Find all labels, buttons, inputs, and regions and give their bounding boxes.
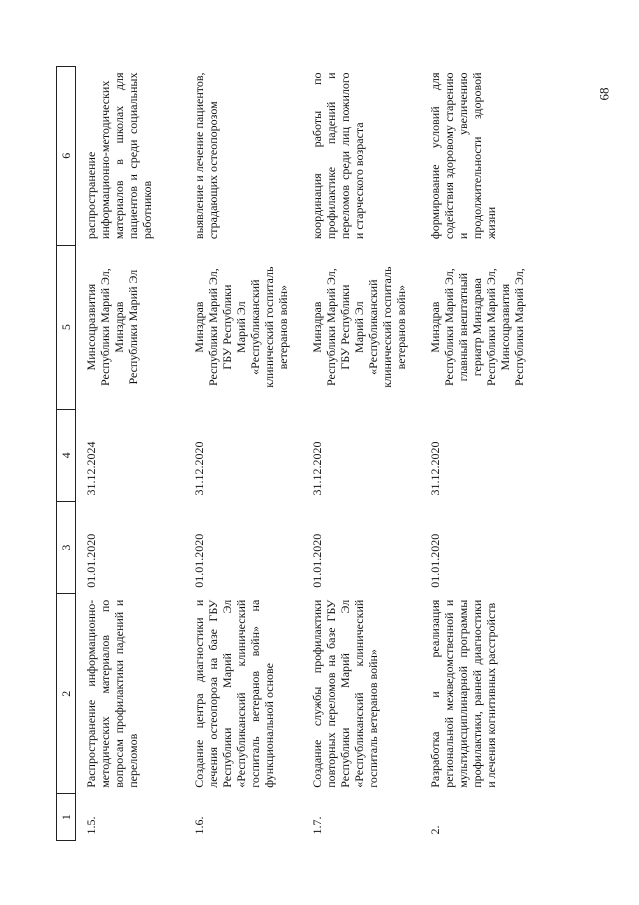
executor-line: Минздрав [191,301,206,353]
measure-name: Разработка и реализация региональной межведомственной и мультидисциплинарной программы профилактики, ранней диагностики и лечения когнитивных расстройств [427,599,498,788]
executor-line: «Республиканский [247,279,262,375]
table-header-row [57,67,76,841]
executor-line: клинический госпиталь [379,266,394,388]
table-row [302,67,420,841]
table-row [76,67,184,841]
executor-line: Минсоцразвития [497,283,512,371]
row-number: 1.7. [309,816,324,835]
executors [420,245,536,409]
executor-line: ветеранов войн» [275,284,290,370]
executor-line: Минздрав [309,301,324,353]
executor-line: Республики Марий Эл, [441,268,456,387]
executor-line: гериатр Минздрава [469,278,484,377]
end-date: 31.12.2020 [309,441,324,496]
header-col-1: 1 [57,794,76,841]
header-col-2: 2 [57,594,76,794]
executor-line: «Республиканский [365,279,380,375]
start-date: 01.01.2020 [191,533,206,588]
header-col-3: 3 [57,501,76,593]
executor-line: Марий Эл [233,301,248,353]
expected-result: распространение информационно-методических материалов в школах для пациентов и среди социальных работников [84,72,154,240]
executor-line: клинический госпиталь [261,266,276,388]
measure-name: Распространение информационно-методических материалов по вопросам профилактики падений и переломов [84,599,140,788]
executor-line: ветеранов войн» [393,284,408,370]
header-col-4: 4 [57,409,76,501]
executor-line: Республики Марий Эл, [98,268,112,387]
header-col-6: 6 [57,67,76,246]
row-number: 1.6. [191,816,206,835]
executor-line: Марий Эл [351,301,366,353]
executor-line: главный внештатный [455,272,470,382]
executor-line: Минсоцразвития [84,283,98,371]
table-row [184,67,302,841]
end-date: 31.12.2020 [191,441,206,496]
executor-line: Республики Марий Эл, [511,268,526,387]
page-number: 68 [596,87,612,101]
start-date: 01.01.2020 [427,533,442,588]
executors [302,245,420,409]
end-date: 31.12.2020 [427,441,442,496]
end-date: 31.12.2024 [84,441,98,496]
start-date: 01.01.2020 [84,533,98,588]
expected-result: выявление и лечение пациентов, страдающих остеопорозом [191,72,220,240]
executor-line: Республики Марий Эл, [483,268,498,387]
executors [184,245,302,409]
program-table [56,66,536,841]
executors [76,245,184,409]
start-date: 01.01.2020 [309,533,324,588]
executor-line: Минздрав [112,301,126,353]
executor-line: Республики Марий Эл, [323,268,338,387]
table-row [420,67,536,841]
executor-line: ГБУ Республики [219,284,234,370]
executor-line: Минздрав [427,301,442,353]
row-number: 2. [427,825,442,835]
landscape-sheet [56,66,586,841]
expected-result: координация работы по профилактике падений и переломов среди лиц пожилого и старческого возраста [309,72,366,240]
row-number: 1.5. [84,816,98,835]
header-col-5: 5 [57,245,76,409]
measure-name: Создание центра диагностики и лечения остеопороза на базе ГБУ Республики Марий Эл «Республиканский клинический госпиталь ветеранов войн» на функциональной основе [191,599,276,788]
executor-line: ГБУ Республики [337,284,352,370]
executor-line: Республики Марий Эл [126,269,140,385]
executor-line: Республики Марий Эл, [205,268,220,387]
expected-result: формирование условий для содействия здоровому старению и увеличению продолжительности здоровой жизни [427,72,498,240]
measure-name: Создание службы профилактики повторных переломов на базе ГБУ Республики Марий Эл «Республиканский клинический госпиталь ветеранов войн» [309,599,380,788]
